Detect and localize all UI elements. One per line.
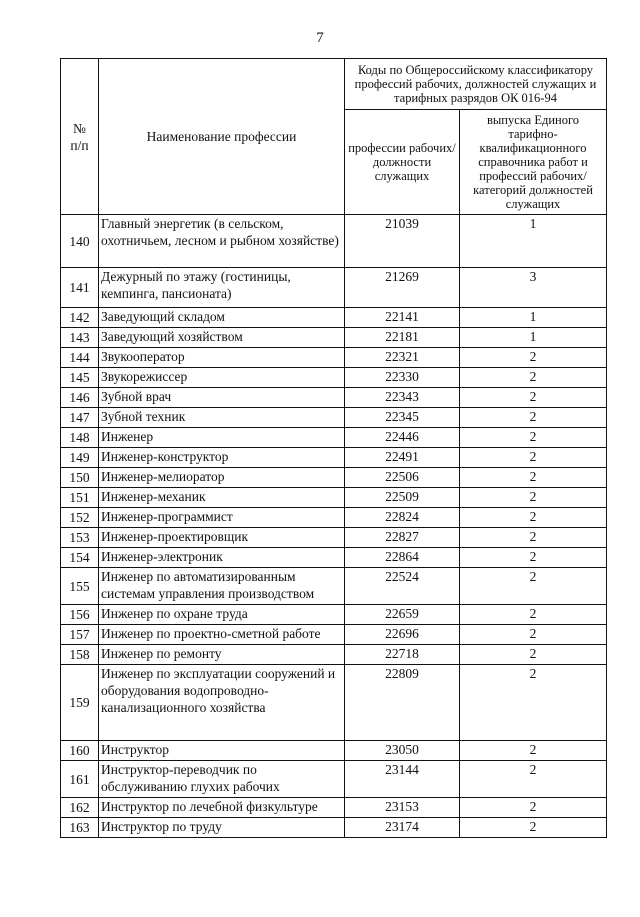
profession-name: Инженер по ремонту — [99, 645, 345, 665]
etks-grade: 2 — [460, 761, 607, 798]
table-row — [61, 761, 607, 798]
profession-name: Инженер-мелиоратор — [99, 468, 345, 488]
profession-name: Дежурный по этажу (гостиницы, кемпинга, пансионата) — [99, 268, 345, 308]
row-number: 155 — [61, 568, 99, 605]
table-row — [61, 488, 607, 508]
row-number: 159 — [61, 665, 99, 741]
etks-grade: 2 — [460, 625, 607, 645]
row-number: 148 — [61, 428, 99, 448]
table-row — [61, 308, 607, 328]
table-row — [61, 665, 607, 741]
profession-name: Инструктор — [99, 741, 345, 761]
profession-code: 23153 — [345, 798, 460, 818]
row-number: 151 — [61, 488, 99, 508]
row-number: 147 — [61, 408, 99, 428]
profession-name: Инженер по эксплуатации сооружений и оборудования водопроводно-канализационного хозяйства — [99, 665, 345, 741]
table-row — [61, 448, 607, 468]
row-number: 145 — [61, 368, 99, 388]
row-number: 161 — [61, 761, 99, 798]
row-number: 162 — [61, 798, 99, 818]
profession-code: 22809 — [345, 665, 460, 741]
row-number: 140 — [61, 215, 99, 268]
profession-code: 22864 — [345, 548, 460, 568]
row-number: 149 — [61, 448, 99, 468]
etks-grade: 1 — [460, 328, 607, 348]
row-number: 158 — [61, 645, 99, 665]
table-row — [61, 548, 607, 568]
table-row — [61, 215, 607, 268]
profession-name: Инструктор по труду — [99, 818, 345, 838]
etks-grade: 2 — [460, 408, 607, 428]
profession-name: Инструктор по лечебной физкультуре — [99, 798, 345, 818]
etks-grade: 2 — [460, 488, 607, 508]
row-number: 150 — [61, 468, 99, 488]
profession-code: 22181 — [345, 328, 460, 348]
profession-code: 22524 — [345, 568, 460, 605]
table-row — [61, 368, 607, 388]
table-row — [61, 528, 607, 548]
etks-grade: 2 — [460, 645, 607, 665]
table-row — [61, 798, 607, 818]
row-number: 153 — [61, 528, 99, 548]
header-profession-name: Наименование профессии — [99, 59, 345, 215]
table-row — [61, 568, 607, 605]
etks-grade: 2 — [460, 448, 607, 468]
profession-code: 22446 — [345, 428, 460, 448]
table-row — [61, 508, 607, 528]
profession-code: 23050 — [345, 741, 460, 761]
etks-grade: 2 — [460, 605, 607, 625]
etks-grade: 2 — [460, 548, 607, 568]
etks-grade: 2 — [460, 818, 607, 838]
profession-code: 23144 — [345, 761, 460, 798]
row-number: 152 — [61, 508, 99, 528]
profession-name: Инженер-конструктор — [99, 448, 345, 468]
profession-code: 21269 — [345, 268, 460, 308]
profession-name: Инженер по проектно-сметной работе — [99, 625, 345, 645]
profession-code: 22506 — [345, 468, 460, 488]
profession-code: 22330 — [345, 368, 460, 388]
table-row — [61, 348, 607, 368]
header-classifier-codes: Коды по Общероссийскому классификатору профессий рабочих, должностей служащих и тарифных разрядов ОК 016-94 — [345, 59, 607, 110]
row-number: 141 — [61, 268, 99, 308]
etks-grade: 2 — [460, 508, 607, 528]
etks-grade: 1 — [460, 215, 607, 268]
profession-name: Зубной врач — [99, 388, 345, 408]
profession-code: 22696 — [345, 625, 460, 645]
profession-name: Инструктор-переводчик по обслуживанию глухих рабочих — [99, 761, 345, 798]
table-row — [61, 268, 607, 308]
profession-name: Инженер-электроник — [99, 548, 345, 568]
profession-code: 22491 — [345, 448, 460, 468]
profession-code: 22827 — [345, 528, 460, 548]
table-row — [61, 741, 607, 761]
profession-code: 22509 — [345, 488, 460, 508]
profession-name: Инженер-проектировщик — [99, 528, 345, 548]
etks-grade: 2 — [460, 528, 607, 548]
profession-name: Инженер — [99, 428, 345, 448]
profession-name: Инженер-программист — [99, 508, 345, 528]
etks-grade: 2 — [460, 468, 607, 488]
table-row — [61, 388, 607, 408]
row-number: 144 — [61, 348, 99, 368]
profession-name: Главный энергетик (в сельском, охотничьем, лесном и рыбном хозяйстве) — [99, 215, 345, 268]
header-etks-grade: выпуска Единого тарифно-квалификационного справочника работ и профессий рабочих/категорий должностей служащих — [460, 110, 607, 215]
profession-name: Зубной техник — [99, 408, 345, 428]
table-row — [61, 408, 607, 428]
row-number: 160 — [61, 741, 99, 761]
etks-grade: 2 — [460, 665, 607, 741]
profession-code: 22718 — [345, 645, 460, 665]
profession-name: Звукорежиссер — [99, 368, 345, 388]
profession-name: Инженер по охране труда — [99, 605, 345, 625]
table-row — [61, 328, 607, 348]
etks-grade: 2 — [460, 368, 607, 388]
table-header — [61, 59, 607, 215]
etks-grade: 2 — [460, 388, 607, 408]
profession-name: Звукооператор — [99, 348, 345, 368]
professions-table — [60, 58, 607, 838]
profession-name: Заведующий складом — [99, 308, 345, 328]
table-row — [61, 605, 607, 625]
header-number: № п/п — [61, 59, 99, 215]
table-row — [61, 818, 607, 838]
row-number: 154 — [61, 548, 99, 568]
header-profession-code: профессии рабочих/ должности служащих — [345, 110, 460, 215]
profession-name: Инженер-механик — [99, 488, 345, 508]
profession-code: 22141 — [345, 308, 460, 328]
row-number: 163 — [61, 818, 99, 838]
profession-code: 21039 — [345, 215, 460, 268]
etks-grade: 2 — [460, 741, 607, 761]
table-body — [61, 215, 607, 838]
profession-code: 22321 — [345, 348, 460, 368]
table-row — [61, 468, 607, 488]
etks-grade: 2 — [460, 428, 607, 448]
profession-code: 22824 — [345, 508, 460, 528]
profession-code: 23174 — [345, 818, 460, 838]
row-number: 142 — [61, 308, 99, 328]
profession-code: 22343 — [345, 388, 460, 408]
table-row — [61, 428, 607, 448]
table-row — [61, 625, 607, 645]
table-row — [61, 645, 607, 665]
row-number: 143 — [61, 328, 99, 348]
profession-code: 22659 — [345, 605, 460, 625]
profession-code: 22345 — [345, 408, 460, 428]
etks-grade: 2 — [460, 348, 607, 368]
profession-name: Заведующий хозяйством — [99, 328, 345, 348]
page-number: 7 — [316, 30, 324, 46]
etks-grade: 1 — [460, 308, 607, 328]
profession-name: Инженер по автоматизированным системам управления производством — [99, 568, 345, 605]
etks-grade: 2 — [460, 798, 607, 818]
row-number: 156 — [61, 605, 99, 625]
row-number: 146 — [61, 388, 99, 408]
etks-grade: 2 — [460, 568, 607, 605]
etks-grade: 3 — [460, 268, 607, 308]
row-number: 157 — [61, 625, 99, 645]
